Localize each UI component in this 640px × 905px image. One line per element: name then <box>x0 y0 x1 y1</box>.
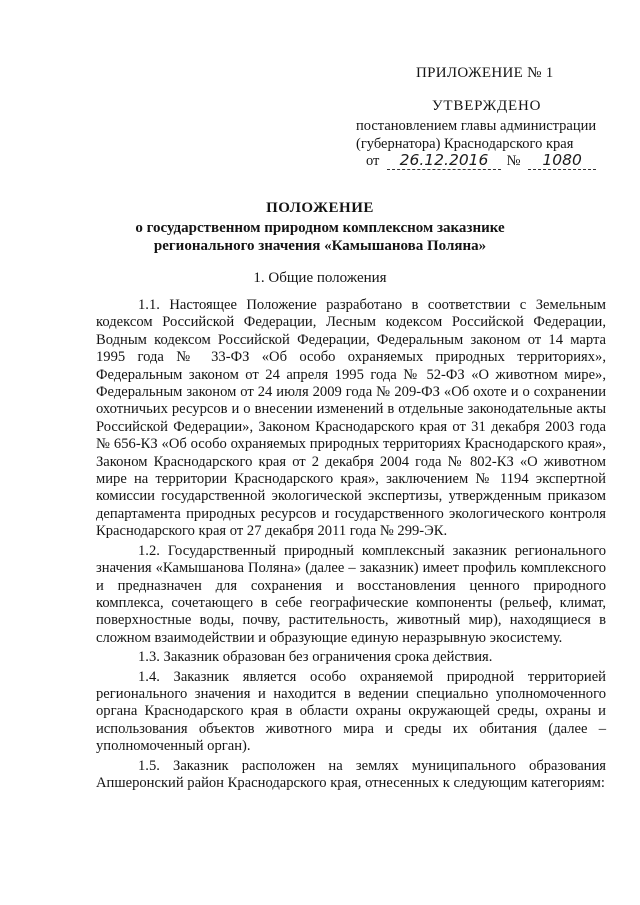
paragraph-1-4: 1.4. Заказник является особо охраняемой природной территорией регионального значения и находится в ведении специально уполномоченного органа Краснодарского края в области охраны окружающей среды, охраны и использования объектов животного мира и среды их обитания (далее – уполномоченный орган). <box>96 668 606 755</box>
paragraph-1-3: 1.3. Заказник образован без ограничения срока действия. <box>138 649 493 666</box>
document-title: ПОЛОЖЕНИЕ <box>266 200 374 216</box>
handwritten-date: 26.12.2016 <box>387 152 501 170</box>
approval-authority-line-2: (губернатора) Краснодарского края <box>356 136 574 152</box>
paragraph-1-5: 1.5. Заказник расположен на землях муниципального образования Апшеронский район Краснодарского края, отнесенных к следующим категориям: <box>96 757 606 791</box>
date-prefix: от <box>366 153 380 169</box>
document-subtitle-line-1: о государственном природном комплексном заказнике <box>135 220 505 236</box>
section-heading: 1. Общие положения <box>253 270 387 286</box>
appendix-label: ПРИЛОЖЕНИЕ № 1 <box>416 65 554 81</box>
document-body <box>96 297 606 792</box>
paragraph-1-2: 1.2. Государственный природный комплексный заказник регионального значения «Камышанова Поляна» (далее – заказник) имеет профиль комплексного и предназначен для сохранения и восстановления ценного природного комплекса, сочетающего в себе географические компоненты (рельеф, климат, поверхностные воды, почву, растительность, животный мир), находящиеся в сложном взаимодействии и образующие единую неразрывную экосистему. <box>96 542 606 646</box>
approved-label: УТВЕРЖДЕНО <box>432 98 542 114</box>
approval-date-line <box>366 152 596 170</box>
paragraph-1-1: 1.1. Настоящее Положение разработано в соответствии с Земельным кодексом Российской Федерации, Лесным кодексом Российской Федерации, Водным кодексом Российской Федерации, Федеральным законом от 14 марта 1995 года № 33-ФЗ «Об особо охраняемых природных территориях», Федеральным законом от 24 апреля 1995 года № 52-ФЗ «О животном мире», Федеральным законом от 24 июля 2009 года № 209-ФЗ «Об охоте и о сохранении охотничьих ресурсов и о внесении изменений в отдельные законодательные акты Российской Федерации», Законом Краснодарского края от 31 декабря 2003 года № 656-КЗ «Об особо охраняемых природных территориях Краснодарского края», Законом Краснодарского края от 2 декабря 2004 года № 802-КЗ «О животном мире на территории Краснодарского края», заключением № 1194 экспертной комиссии государственной экологической экспертизы, утвержденным приказом департамента природных ресурсов и государственного экологического контроля Краснодарского края от 27 декабря 2011 года № 299-ЭК. <box>96 297 606 540</box>
document-subtitle-line-2: регионального значения «Камышанова Поляна» <box>153 238 487 254</box>
handwritten-number: 1080 <box>528 152 596 170</box>
number-prefix: № <box>506 153 521 169</box>
approval-authority-line-1: постановлением главы администрации <box>356 118 597 134</box>
